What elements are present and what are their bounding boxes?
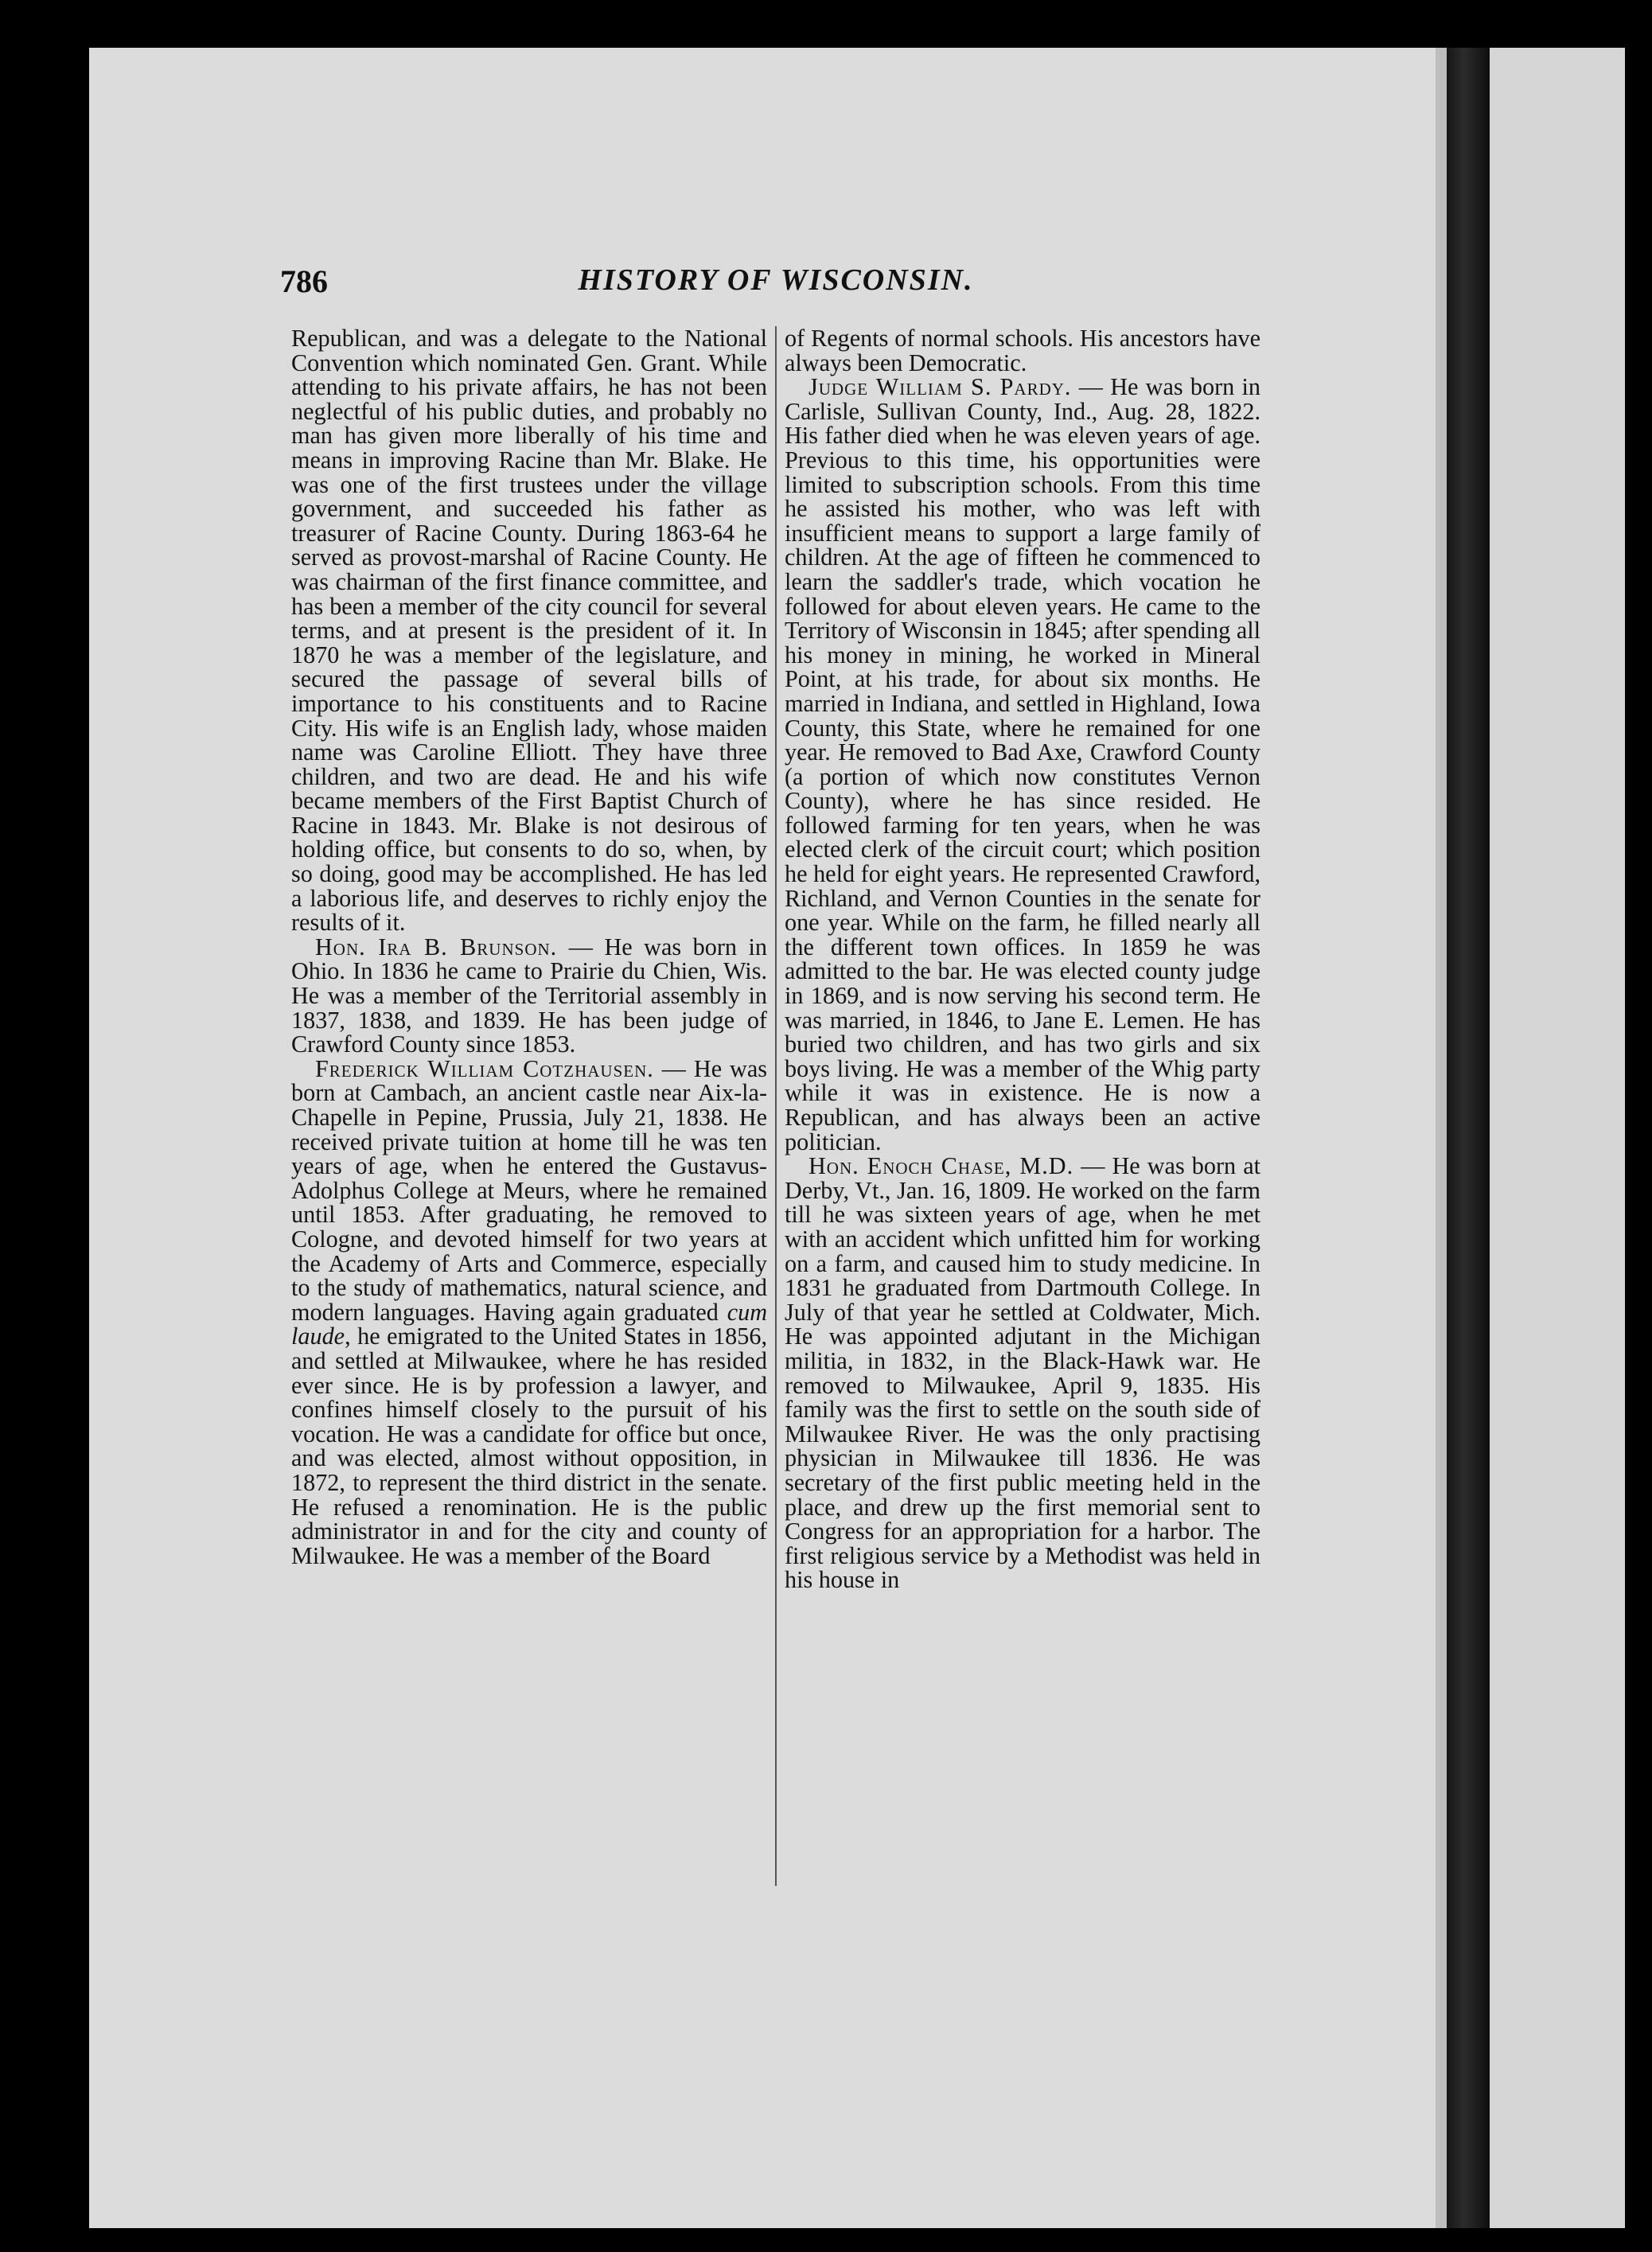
paragraph-pardy	[785, 375, 1260, 1154]
paragraph-cotzhausen-continued: of Regents of normal schools. His ancestors have always been Democratic.	[785, 326, 1260, 376]
entry-text-pardy: — He was born in Carlisle, Sullivan County, Ind., Aug. 28, 1822. His father died when he was eleven years of age. Previous to this time, his opportunities were limited to subscription schools. From this time he assisted his mother, who was left with insufficient means to support a large family of children. At the age of fifteen he commenced to learn the saddler's trade, which vocation he followed for about eleven years. He came to the Territory of Wisconsin in 1845; after spending all his money in mining, he worked in Mineral Point, at his trade, for about six months. He married in Indiana, and settled in Highland, Iowa County, this State, where he remained for one year. He removed to Bad Axe, Crawford County (a portion of which now constitutes Vernon County), where he has since resided. He followed farming for ten years, when he was elected clerk of the circuit court; which position he held for eight years. He represented Crawford, Richland, and Vernon Counties in the senate for one year. While on the farm, he filled nearly all the different town offices. In 1859 he was admitted to the bar. He was elected county judge in 1869, and is now serving his second term. He was married, in 1846, to Jane E. Lemen. He has buried two children, and has two girls and six boys living. He was a member of the Whig party while it was in existence. He is now a Republican, and has always been an active politician.	[785, 373, 1260, 1155]
facing-page	[1490, 48, 1625, 2228]
italic-phrase: cum laude	[291, 1298, 767, 1350]
paragraph-chase	[785, 1154, 1260, 1592]
entry-name-cotzhausen: Frederick William Cotzhausen.	[315, 1054, 654, 1082]
running-head: HISTORY OF WISCONSIN.	[578, 263, 974, 297]
page-header	[280, 263, 1272, 310]
page-number: 786	[280, 263, 328, 299]
book-binding	[1447, 48, 1490, 2228]
entry-text-brunson: — He was born in Ohio. In 1836 he came to Prairie du Chien, Wis. He was a member of the Territorial assembly in 1837, 1838, and 1839. He has been judge of Crawford County since 1853.	[291, 933, 767, 1058]
paragraph-blake-continued: Republican, and was a delegate to the National Convention which nominated Gen. Grant. While attending to his private affairs, he has not been neglectful of his public duties, and probably no man has given more liberally of his time and means in improving Racine than Mr. Blake. He was one of the first trustees under the village government, and succeeded his father as treasurer of Racine County. During 1863-64 he served as provost-marshal of Racine County. He was chairman of the first finance committee, and has been a member of the city council for several terms, and at present is the president of it. In 1870 he was a member of the legislature, and secured the passage of several bills of importance to his constituents and to Racine City. His wife is an English lady, whose maiden name was Caroline Elliott. They have three children, and two are dead. He and his wife became members of the First Baptist Church of Racine in 1843. Mr. Blake is not desirous of holding office, but consents to do so, when, by so doing, good may be accomplished. He has led a laborious life, and deserves to richly enjoy the results of it.	[291, 326, 767, 937]
entry-text-chase: — He was born at Derby, Vt., Jan. 16, 1809. He worked on the farm till he was sixteen years of age, when he met with an accident which unfitted him for working on a farm, and caused him to study medicine. In 1831 he graduated from Dartmouth College. In July of that year he settled at Coldwater, Mich. He was appointed adjutant in the Michigan militia, in 1832, in the Black-Hawk war. He removed to Milwaukee, April 9, 1835. His family was the first to settle on the south side of Milwaukee River. He was the only practising physician in Milwaukee till 1836. He was secretary of the first public meeting held in the place, and drew up the first memorial sent to Congress for an appropriation for a harbor. The first religious service by a Methodist was held in his house in	[785, 1152, 1260, 1594]
entry-name-chase: Hon. Enoch Chase, M.D.	[808, 1152, 1074, 1180]
page-edge	[1436, 48, 1447, 2228]
entry-name-pardy: Judge William S. Pardy.	[808, 373, 1072, 401]
left-column	[291, 326, 767, 1958]
paragraph-cotzhausen	[291, 1054, 767, 1569]
right-column	[785, 326, 1260, 1958]
entry-name-brunson: Hon. Ira B. Brunson.	[315, 933, 558, 960]
entry-text-cotzhausen-a: — He was born at Cambach, an ancient castle near Aix-la-Chapelle in Pepine, Prussia, July 21, 1838. He received private tuition at home till he was ten years of age, when he entered the Gustavus-Adolphus College at Meurs, where he remained until 1853. After graduating, he removed to Cologne, and devoted himself for two years at the Academy of Arts and Commerce, especially to the study of mathematics, natural science, and modern languages. Having again graduated	[291, 1054, 767, 1326]
column-divider	[775, 326, 777, 1886]
entry-text-cotzhausen-b: , he emigrated to the United States in 1856, and settled at Milwaukee, where he has resided ever since. He is by profession a lawyer, and confines himself closely to the pursuit of his vocation. He was a candidate for office but once, and was elected, almost without opposition, in 1872, to represent the third district in the senate. He refused a renomination. He is the public administrator in and for the city and county of Milwaukee. He was a member of the Board	[291, 1323, 767, 1569]
paragraph-brunson	[291, 935, 767, 1057]
